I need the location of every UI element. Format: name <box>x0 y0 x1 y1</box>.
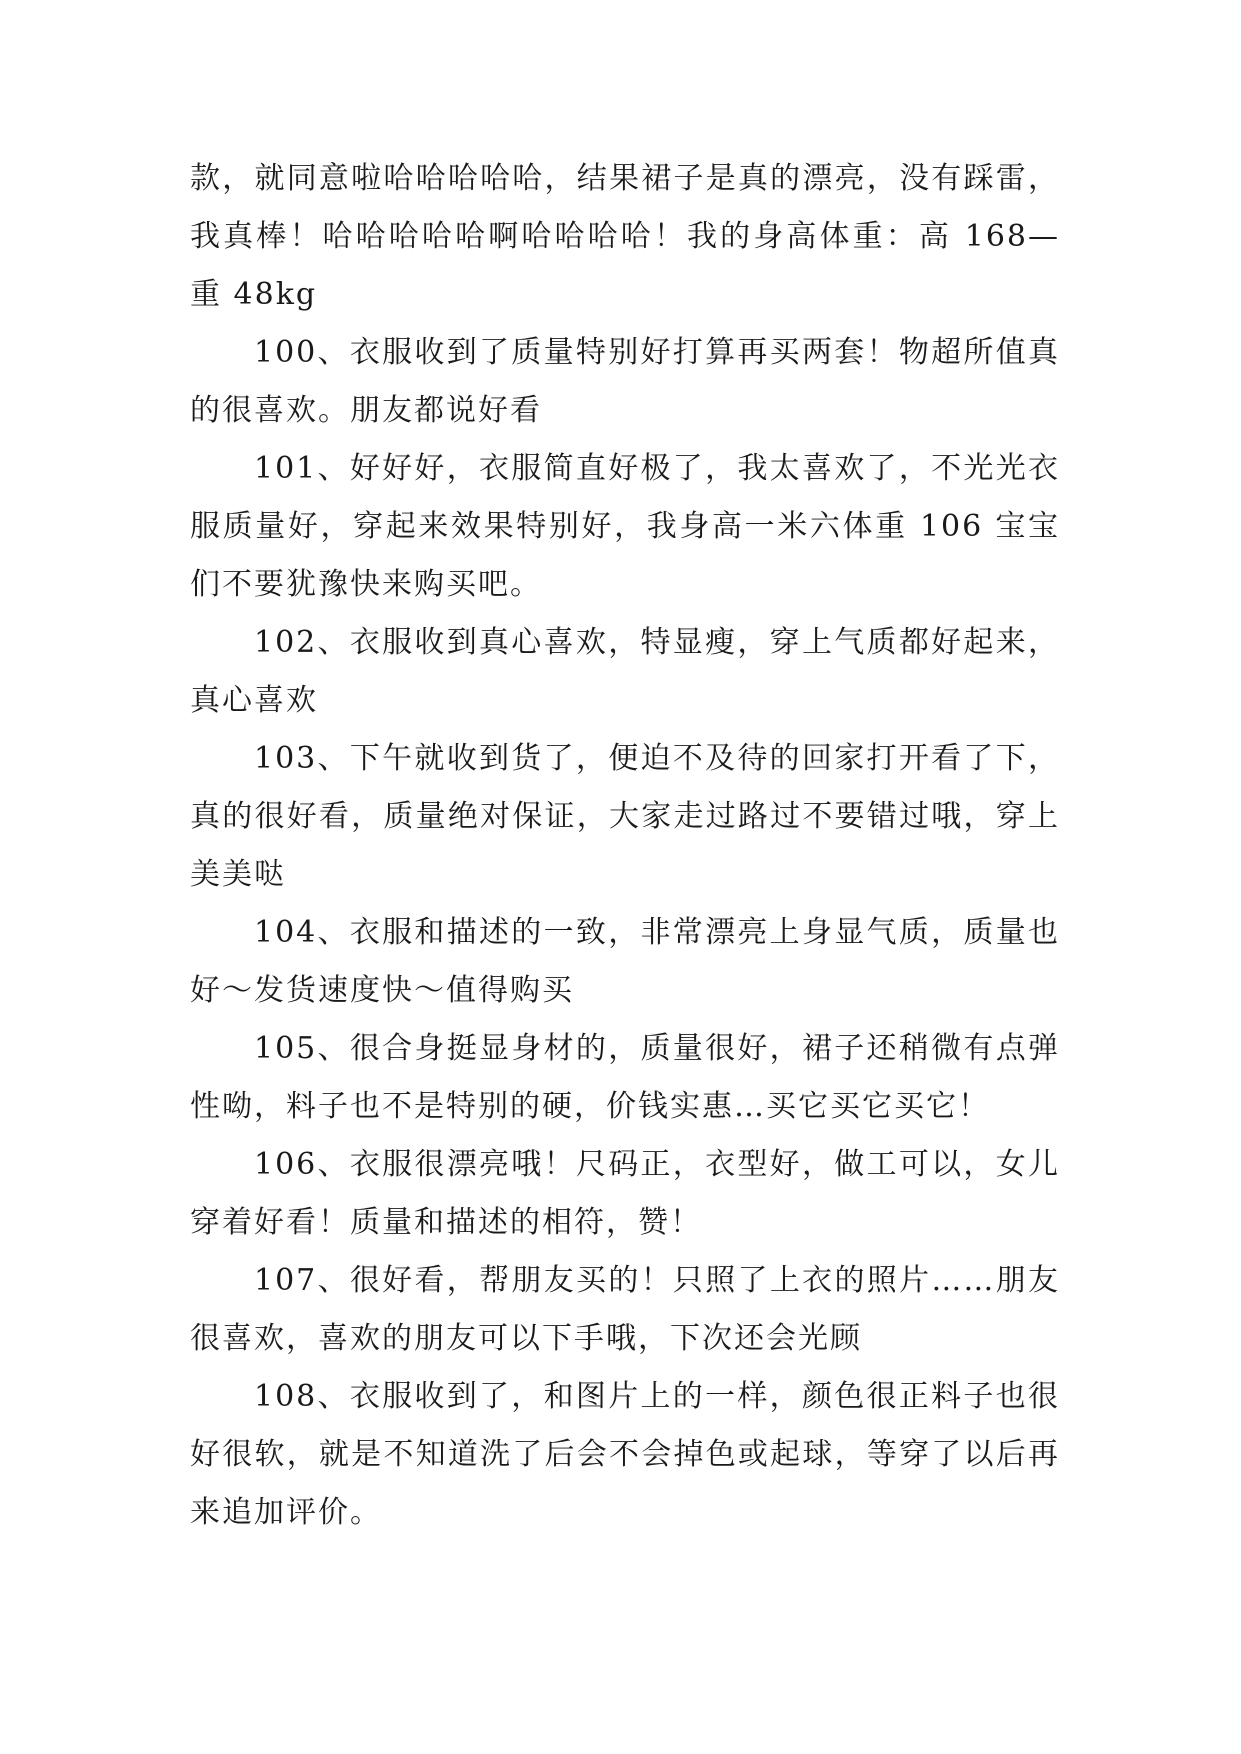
paragraph-review-102: 102、衣服收到真心喜欢，特显瘦，穿上气质都好起来，真心喜欢 <box>190 625 1060 718</box>
paragraph-review-103: 103、下午就收到货了，便迫不及待的回家打开看了下，真的很好看，质量绝对保证，大家走过路过不要错过哦，穿上美美哒 <box>190 741 1060 892</box>
paragraph-review-107: 107、很好看，帮朋友买的！只照了上衣的照片……朋友很喜欢，喜欢的朋友可以下手哦，下次还会光顾 <box>190 1263 1060 1356</box>
paragraph-review-104: 104、衣服和描述的一致，非常漂亮上身显气质，质量也好～发货速度快～值得购买 <box>190 915 1060 1008</box>
document-body <box>190 150 1060 1542</box>
paragraph-review-101: 101、好好好，衣服简直好极了，我太喜欢了，不光光衣服质量好，穿起来效果特别好，我身高一米六体重 106 宝宝们不要犹豫快来购买吧。 <box>190 451 1060 602</box>
paragraph-review-106: 106、衣服很漂亮哦！尺码正，衣型好，做工可以，女儿穿着好看！质量和描述的相符，赞！ <box>190 1147 1060 1240</box>
paragraph-review-100: 100、衣服收到了质量特别好打算再买两套！物超所值真的很喜欢。朋友都说好看 <box>190 335 1060 428</box>
paragraph-review-105: 105、很合身挺显身材的，质量很好，裙子还稍微有点弹性呦，料子也不是特别的硬，价钱实惠…买它买它买它！ <box>190 1031 1060 1124</box>
paragraph-review-108: 108、衣服收到了，和图片上的一样，颜色很正料子也很好很软，就是不知道洗了后会不会掉色或起球，等穿了以后再来追加评价。 <box>190 1379 1060 1530</box>
paragraph-continuation: 款，就同意啦哈哈哈哈哈，结果裙子是真的漂亮，没有踩雷，我真棒！哈哈哈哈哈啊哈哈哈哈！我的身高体重：高 168—重 48kg <box>190 161 1060 312</box>
